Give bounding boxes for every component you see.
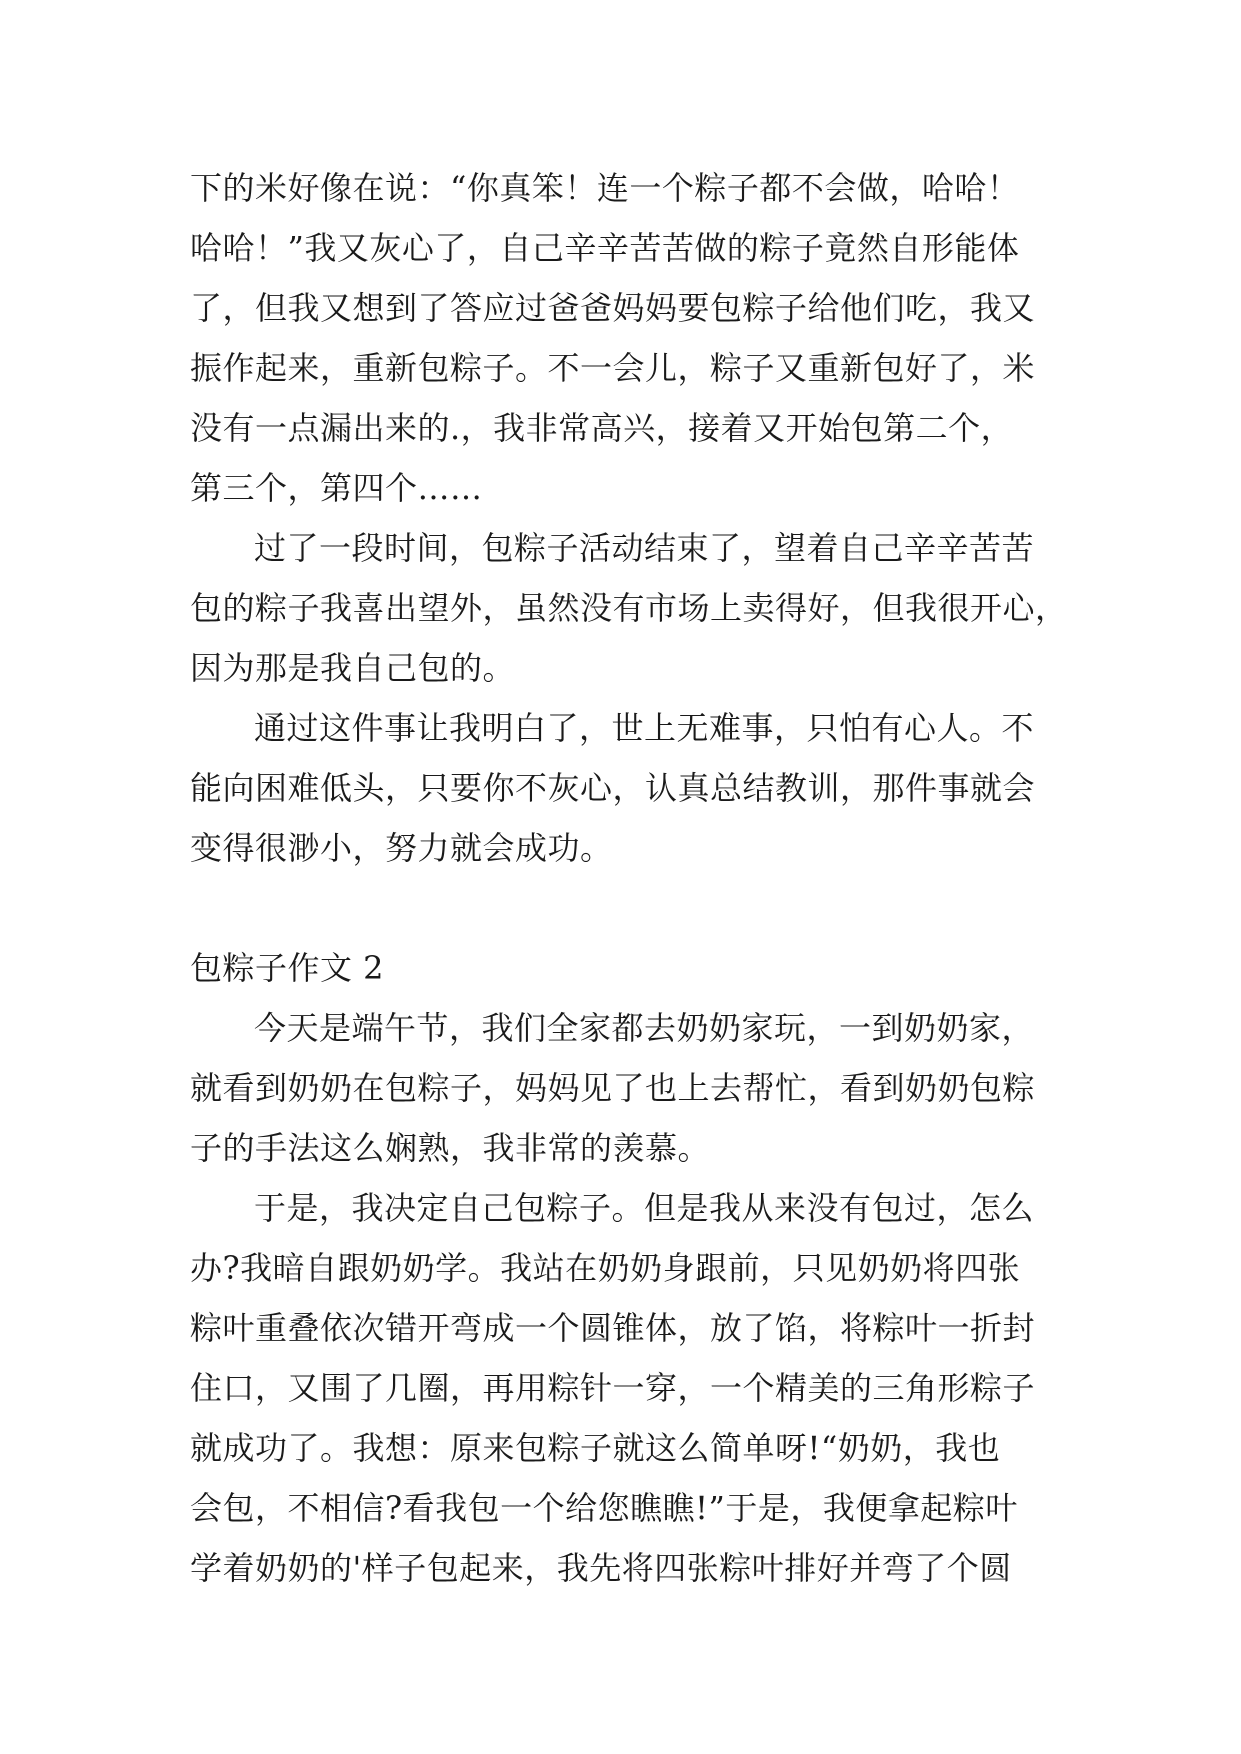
text-line: 就看到奶奶在包粽子，妈妈见了也上去帮忙，看到奶奶包粽 [190,1069,1036,1107]
paragraph-first-line: 通过这件事让我明白了，世上无难事，只怕有心人。不 [254,709,1035,747]
section-heading: 包粽子作文 2 [190,949,385,987]
text-line: 子的手法这么娴熟，我非常的羡慕。 [190,1129,711,1167]
text-line: 粽叶重叠依次错开弯成一个圆锥体，放了馅，将粽叶一折封 [190,1309,1036,1347]
text-line: 就成功了。我想：原来包粽子就这么简单呀!“奶奶，我也 [190,1429,1001,1467]
text-line: 了，但我又想到了答应过爸爸妈妈要包粽子给他们吃，我又 [190,289,1036,327]
text-line: 没有一点漏出来的.，我非常高兴，接着又开始包第二个， [190,409,1014,447]
paragraph-first-line: 过了一段时间，包粽子活动结束了，望着自己辛辛苦苦 [254,529,1035,567]
text-line: 能向困难低头，只要你不灰心，认真总结教训，那件事就会 [190,769,1036,807]
text-line: 住口，又围了几圈，再用粽针一穿，一个精美的三角形粽子 [190,1369,1036,1407]
text-line: 下的米好像在说：“你真笨！连一个粽子都不会做，哈哈！ [190,169,1020,207]
paragraph-first-line: 今天是端午节，我们全家都去奶奶家玩，一到奶奶家， [254,1009,1035,1047]
text-line: 振作起来，重新包粽子。不一会儿，粽子又重新包好了，米 [190,349,1036,387]
text-line: 包的粽子我喜出望外，虽然没有市场上卖得好，但我很开心， [190,589,1068,627]
text-line: 办?我暗自跟奶奶学。我站在奶奶身跟前，只见奶奶将四张 [190,1249,1021,1287]
text-line: 变得很渺小，努力就会成功。 [190,829,613,867]
text-line: 学着奶奶的'样子包起来，我先将四张粽叶排好并弯了个圆 [190,1549,1012,1587]
text-line: 会包，不相信?看我包一个给您瞧瞧!”于是，我便拿起粽叶 [190,1489,1018,1527]
text-line: 哈哈！”我又灰心了，自己辛辛苦苦做的粽子竟然自形能体 [190,229,1020,267]
text-line: 因为那是我自己包的。 [190,649,516,687]
document-page [190,0,1080,1754]
paragraph-first-line: 于是，我决定自己包粽子。但是我从来没有包过，怎么 [254,1189,1035,1227]
text-line: 第三个，第四个…… [190,469,483,507]
